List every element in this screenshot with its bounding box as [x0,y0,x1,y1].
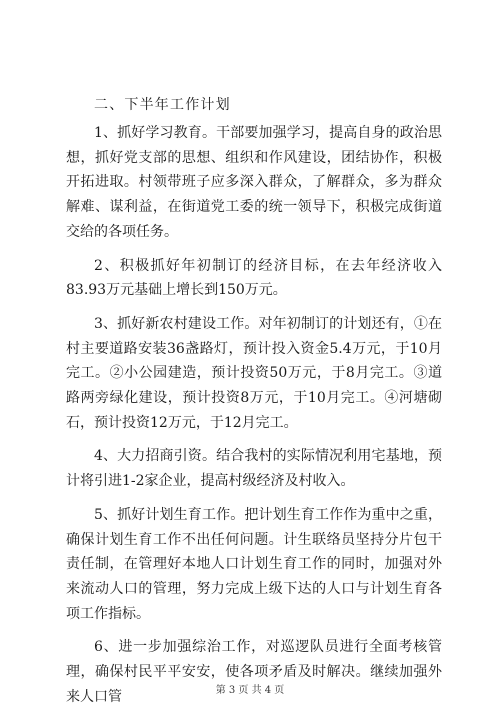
paragraph-4: 4、大力招商引资。结合我村的实际情况利用宅基地，预计将引进1-2家企业，提高村级经济及村收入。 [66,448,442,490]
paragraph-2: 2、积极抓好年初制订的经济目标，在去年经济收入83.93万元基础上增长到150万元。 [66,257,442,299]
paragraph-1: 1、抓好学习教育。干部要加强学习，提高自身的政治思想，抓好党支部的思想、组织和作风建设，团结协作，积极开拓进取。村领带班子应多深入群众，了解群众，多为群众解难、谋利益，在街道党工委的统一领导下，积极完成街道交给的各项任务。 [66,125,442,240]
section-heading: 二、下半年工作计划 [94,97,231,113]
paragraph-5: 5、抓好计划生育工作。把计划生育工作作为重中之重，确保计划生育工作不出任何问题。计生联络员坚持分片包干责任制，在管理好本地人口计划生育工作的同时，加强对外来流动人口的管理，努力完成上级下达的人口与计划生育各项工作指标。 [66,506,442,622]
paragraph-3: 3、抓好新农村建设工作。对年初制订的计划还有，①在村主要道路安装36盏路灯，预计投入资金5.4万元，于10月完工。②小公园建造，预计投资50万元，于8月完工。③道路两旁绿化建设，预计投资8万元，于10月完工。④河塘砌石，预计投资12万元，于12月完工。 [66,315,442,431]
page-footer: 第 3 页 共 4 页 [215,685,285,696]
document-body [66,91,442,718]
paragraph-6: 6、进一步加强综治工作，对巡逻队员进行全面考核管理，确保村民平平安安，使各项矛盾及时解决。继续加强外来人口管 [66,639,442,705]
